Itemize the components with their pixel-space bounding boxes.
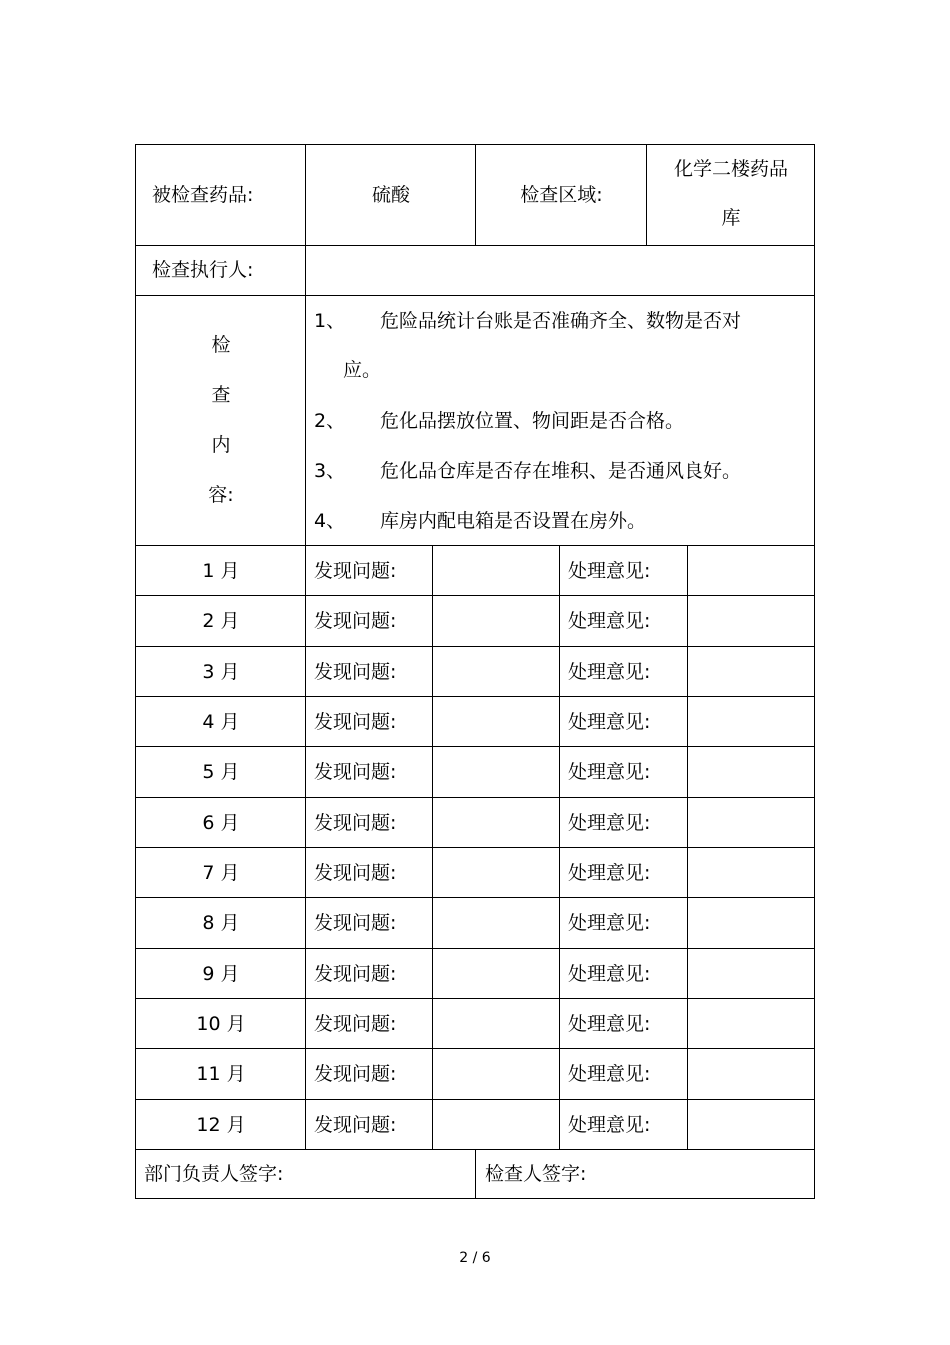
month-problem-cell (306, 647, 433, 697)
problem-label: 发现问题: (314, 560, 397, 582)
month-opinion-cell (560, 1100, 688, 1150)
month-opinion-cell (560, 697, 688, 747)
problem-label: 发现问题: (314, 710, 397, 733)
area-label: 检查区域: (520, 184, 603, 206)
content-items-cell (306, 296, 815, 546)
month-label: 2 月 (202, 610, 240, 633)
problem-label: 发现问题: (314, 1113, 397, 1136)
month-month-cell (136, 1100, 306, 1150)
opinion-label: 处理意见: (568, 610, 651, 633)
month-month-cell (136, 898, 306, 948)
month-opinion-value-cell (688, 999, 815, 1049)
month-month-cell (136, 848, 306, 898)
content-label-char: 容: (208, 484, 234, 506)
executor-label: 检查执行人: (152, 259, 254, 281)
problem-label: 发现问题: (314, 912, 397, 935)
month-problem-value-cell (433, 848, 560, 898)
month-label: 1 月 (202, 560, 240, 582)
content-item-text: 危化品仓库是否存在堆积、是否通风良好。 (380, 460, 742, 482)
month-label: 4 月 (202, 710, 240, 733)
area-value-line2: 库 (721, 207, 741, 229)
content-label-cell (136, 296, 306, 546)
content-item-number: 2、 (314, 410, 346, 432)
month-opinion-cell (560, 949, 688, 999)
month-label: 10 月 (196, 1012, 246, 1035)
opinion-label: 处理意见: (568, 1012, 651, 1035)
month-month-cell (136, 747, 306, 797)
drug-value: 硫酸 (371, 184, 410, 206)
content-label-char: 查 (211, 384, 231, 406)
problem-label: 发现问题: (314, 962, 397, 985)
month-opinion-value-cell (688, 898, 815, 948)
executor-value-cell (306, 246, 815, 296)
month-opinion-value-cell (688, 949, 815, 999)
problem-label: 发现问题: (314, 1012, 397, 1035)
dept-sign-label: 部门负责人签字: (144, 1163, 284, 1185)
month-month-cell (136, 949, 306, 999)
month-month-cell (136, 697, 306, 747)
month-problem-value-cell (433, 596, 560, 646)
area-label-cell (476, 145, 647, 246)
opinion-label: 处理意见: (568, 560, 651, 582)
problem-label: 发现问题: (314, 1063, 397, 1086)
executor-label-cell (136, 246, 306, 296)
inspector-sign-cell (476, 1150, 815, 1199)
content-item-text: 危化品摆放位置、物间距是否合格。 (380, 410, 685, 432)
month-problem-cell (306, 898, 433, 948)
dept-sign-cell (136, 1150, 476, 1199)
area-value-line1: 化学二楼药品 (673, 158, 788, 180)
month-problem-value-cell (433, 949, 560, 999)
month-opinion-value-cell (688, 798, 815, 848)
month-label: 11 月 (196, 1063, 246, 1086)
month-opinion-value-cell (688, 1100, 815, 1150)
content-item-text: 危险品统计台账是否准确齐全、数物是否对 (380, 310, 742, 332)
month-problem-cell (306, 596, 433, 646)
month-month-cell (136, 999, 306, 1049)
month-problem-cell (306, 1049, 433, 1099)
problem-label: 发现问题: (314, 761, 397, 784)
month-opinion-value-cell (688, 697, 815, 747)
month-opinion-cell (560, 798, 688, 848)
month-problem-cell (306, 949, 433, 999)
month-problem-cell (306, 697, 433, 747)
drug-value-cell (306, 145, 476, 246)
opinion-label: 处理意见: (568, 912, 651, 935)
opinion-label: 处理意见: (568, 962, 651, 985)
month-label: 7 月 (202, 861, 240, 884)
month-label: 12 月 (196, 1113, 246, 1136)
month-opinion-cell (560, 999, 688, 1049)
month-label: 9 月 (202, 962, 240, 985)
month-opinion-value-cell (688, 747, 815, 797)
month-opinion-cell (560, 848, 688, 898)
month-opinion-cell (560, 1049, 688, 1099)
problem-label: 发现问题: (314, 811, 397, 834)
month-problem-cell (306, 798, 433, 848)
content-label-char: 检 (211, 334, 231, 356)
month-month-cell (136, 1049, 306, 1099)
month-opinion-cell (560, 647, 688, 697)
month-opinion-value-cell (688, 647, 815, 697)
problem-label: 发现问题: (314, 660, 397, 683)
opinion-label: 处理意见: (568, 861, 651, 884)
page-number: 2 / 6 (459, 1250, 491, 1266)
month-opinion-value-cell (688, 546, 815, 596)
month-problem-value-cell (433, 1100, 560, 1150)
month-opinion-cell (560, 546, 688, 596)
month-problem-cell (306, 1100, 433, 1150)
month-label: 6 月 (202, 811, 240, 834)
month-problem-value-cell (433, 697, 560, 747)
drug-label-cell (136, 145, 306, 246)
content-item-number: 1、 (314, 310, 346, 332)
month-label: 3 月 (202, 660, 240, 683)
opinion-label: 处理意见: (568, 1113, 651, 1136)
month-month-cell (136, 596, 306, 646)
month-problem-value-cell (433, 546, 560, 596)
month-problem-cell (306, 546, 433, 596)
month-opinion-cell (560, 596, 688, 646)
opinion-label: 处理意见: (568, 1063, 651, 1086)
problem-label: 发现问题: (314, 861, 397, 884)
month-problem-value-cell (433, 999, 560, 1049)
content-item-continuation: 应。 (343, 359, 382, 381)
month-problem-value-cell (433, 798, 560, 848)
month-problem-value-cell (433, 898, 560, 948)
month-opinion-value-cell (688, 1049, 815, 1099)
month-label: 8 月 (202, 912, 240, 935)
month-problem-value-cell (433, 1049, 560, 1099)
inspector-sign-label: 检查人签字: (485, 1163, 587, 1185)
month-problem-cell (306, 999, 433, 1049)
month-opinion-cell (560, 747, 688, 797)
month-month-cell (136, 546, 306, 596)
month-opinion-value-cell (688, 848, 815, 898)
month-problem-value-cell (433, 647, 560, 697)
month-opinion-cell (560, 898, 688, 948)
month-problem-cell (306, 747, 433, 797)
area-value-cell (647, 145, 815, 246)
content-label-char: 内 (211, 434, 231, 456)
inspection-table (135, 144, 815, 1199)
content-item-number: 3、 (314, 460, 346, 482)
problem-label: 发现问题: (314, 610, 397, 633)
opinion-label: 处理意见: (568, 710, 651, 733)
opinion-label: 处理意见: (568, 761, 651, 784)
content-item-text: 库房内配电箱是否设置在房外。 (380, 510, 647, 532)
month-opinion-value-cell (688, 596, 815, 646)
drug-label: 被检查药品: (152, 184, 254, 206)
month-problem-value-cell (433, 747, 560, 797)
month-label: 5 月 (202, 761, 240, 784)
month-month-cell (136, 798, 306, 848)
opinion-label: 处理意见: (568, 811, 651, 834)
content-item-number: 4、 (314, 510, 346, 532)
month-month-cell (136, 647, 306, 697)
opinion-label: 处理意见: (568, 660, 651, 683)
month-problem-cell (306, 848, 433, 898)
